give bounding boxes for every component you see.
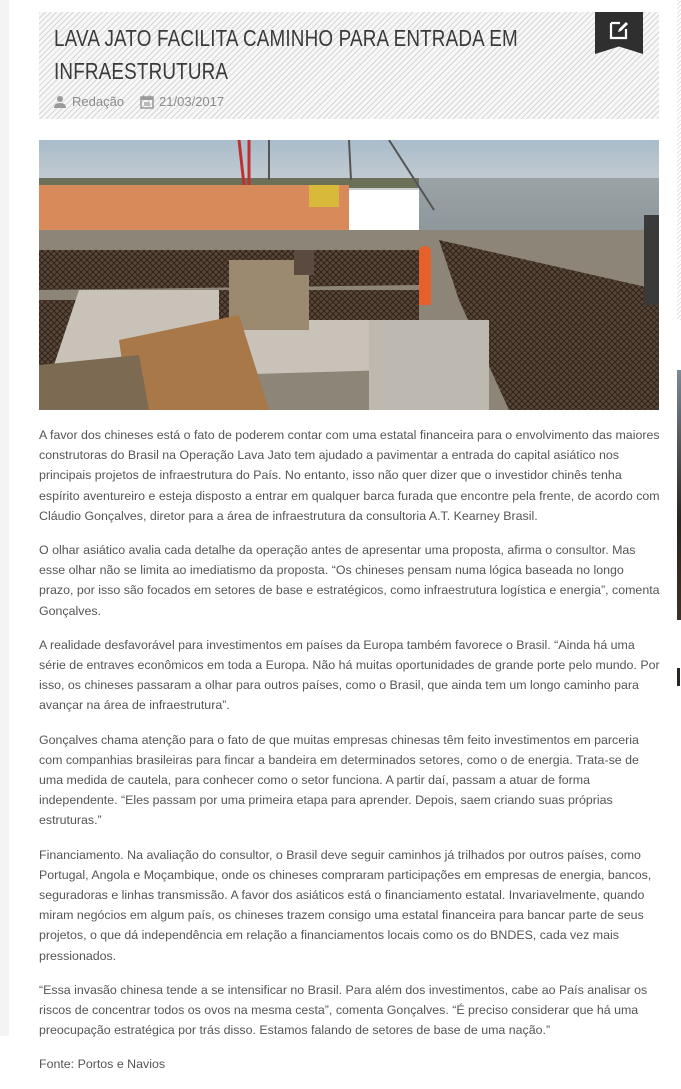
post-format-badge	[595, 12, 643, 54]
publish-date: 21/03/2017	[159, 94, 225, 109]
sidebar-image	[677, 370, 681, 620]
article-paragraph: “Essa invasão chinesa tende a se intensificar no Brasil. Para além dos investimentos, cabe ao País analisar os riscos de concentrar todos os ovos na mesma cesta”, comenta Gonçalves. “É preciso considerar que há uma preocupação estratégica por trás disso. Estamos falando de setores de base de uma nação.”	[39, 982, 648, 1038]
article-meta	[53, 94, 240, 109]
article-paragraph: Financiamento. Na avaliação do consultor, o Brasil deve seguir caminhos já trilhados por outros países, como Portugal, Angola e Moçambique, onde os chineses compraram participações em empresas de energia, bancos, seguradoras e linhas transmissão. A favor dos asiáticos está o financiamento estatal. Invariavelmente, quando miram negócios em algum país, os chineses trazem consigo uma estatal financeira para bancar parte de seus projetos, o que dá independência em relação a financiamentos locais como os do BNDES, cada vez mais pressionados.	[39, 847, 652, 963]
sidebar-edge	[677, 0, 681, 1036]
author-name[interactable]: Redação	[72, 94, 125, 109]
article-paragraph: O olhar asiático avalia cada detalhe da operação antes de apresentar uma proposta, afirma o consultor. Mas esse olhar não se limita ao imediatismo da proposta. “Os chineses pensam numa lógica baseada no longo prazo, por isso são focados em setores de base e estratégicos, como infraestrutura logística e energia”, comenta Gonçalves.	[39, 543, 660, 618]
article-paragraph: A realidade desfavorável para investimentos em países da Europa também favorece o Brasil. “Ainda há uma série de entraves econômicos em toda a Europa. Não há muitas oportunidades de grande porte pelo mundo. Por isso, os chineses passaram a olhar para outros países, como o Brasil, que ainda tem um longo caminho para avançar na área de infraestrutura”.	[39, 637, 660, 713]
article-header	[39, 12, 659, 119]
date-meta	[140, 94, 224, 109]
edit-icon	[607, 18, 631, 42]
user-icon	[53, 95, 67, 109]
article-source: Fonte: Portos e Navios	[39, 1057, 166, 1072]
calendar-icon	[140, 95, 154, 109]
page-gutter	[0, 0, 9, 1036]
article-paragraph: Gonçalves chama atenção para o fato de que muitas empresas chinesas têm feito investimentos em parceria com companhias brasileiras para fincar a bandeira em determinados setores, como o de energia. Trata-se de uma medida de cautela, para conhecer como o setor funciona. A partir daí, passam a atuar de forma independente. “Eles passam por uma primeira etapa para aprender. Depois, saem criando suas próprias estruturas.”	[39, 732, 639, 828]
author-meta[interactable]	[53, 94, 124, 109]
sidebar-hatch	[677, 0, 681, 320]
article-paragraph: A favor dos chineses está o fato de poderem contar com uma estatal financeira para o envolvimento das maiores construtoras do Brasil na Operação Lava Jato tem ajudado a pavimentar a entrada do capital asiático nos principais projetos de infraestrutura do País. No entanto, isso não quer dizer que o investidor chinês tenha espírito aventureiro e esteja disposto a entrar em qualquer barca furada que encontre pela frente, de acordo com Cláudio Gonçalves, diretor para a área de infraestrutura da consultoria A.T. Kearney Brasil.	[39, 428, 660, 523]
article-body	[39, 425, 661, 1089]
sidebar-mark	[677, 668, 680, 686]
article-title: LAVA JATO FACILITA CAMINHO PARA ENTRADA EM INFRAESTRUTURA	[54, 25, 518, 84]
article-image	[39, 140, 659, 410]
